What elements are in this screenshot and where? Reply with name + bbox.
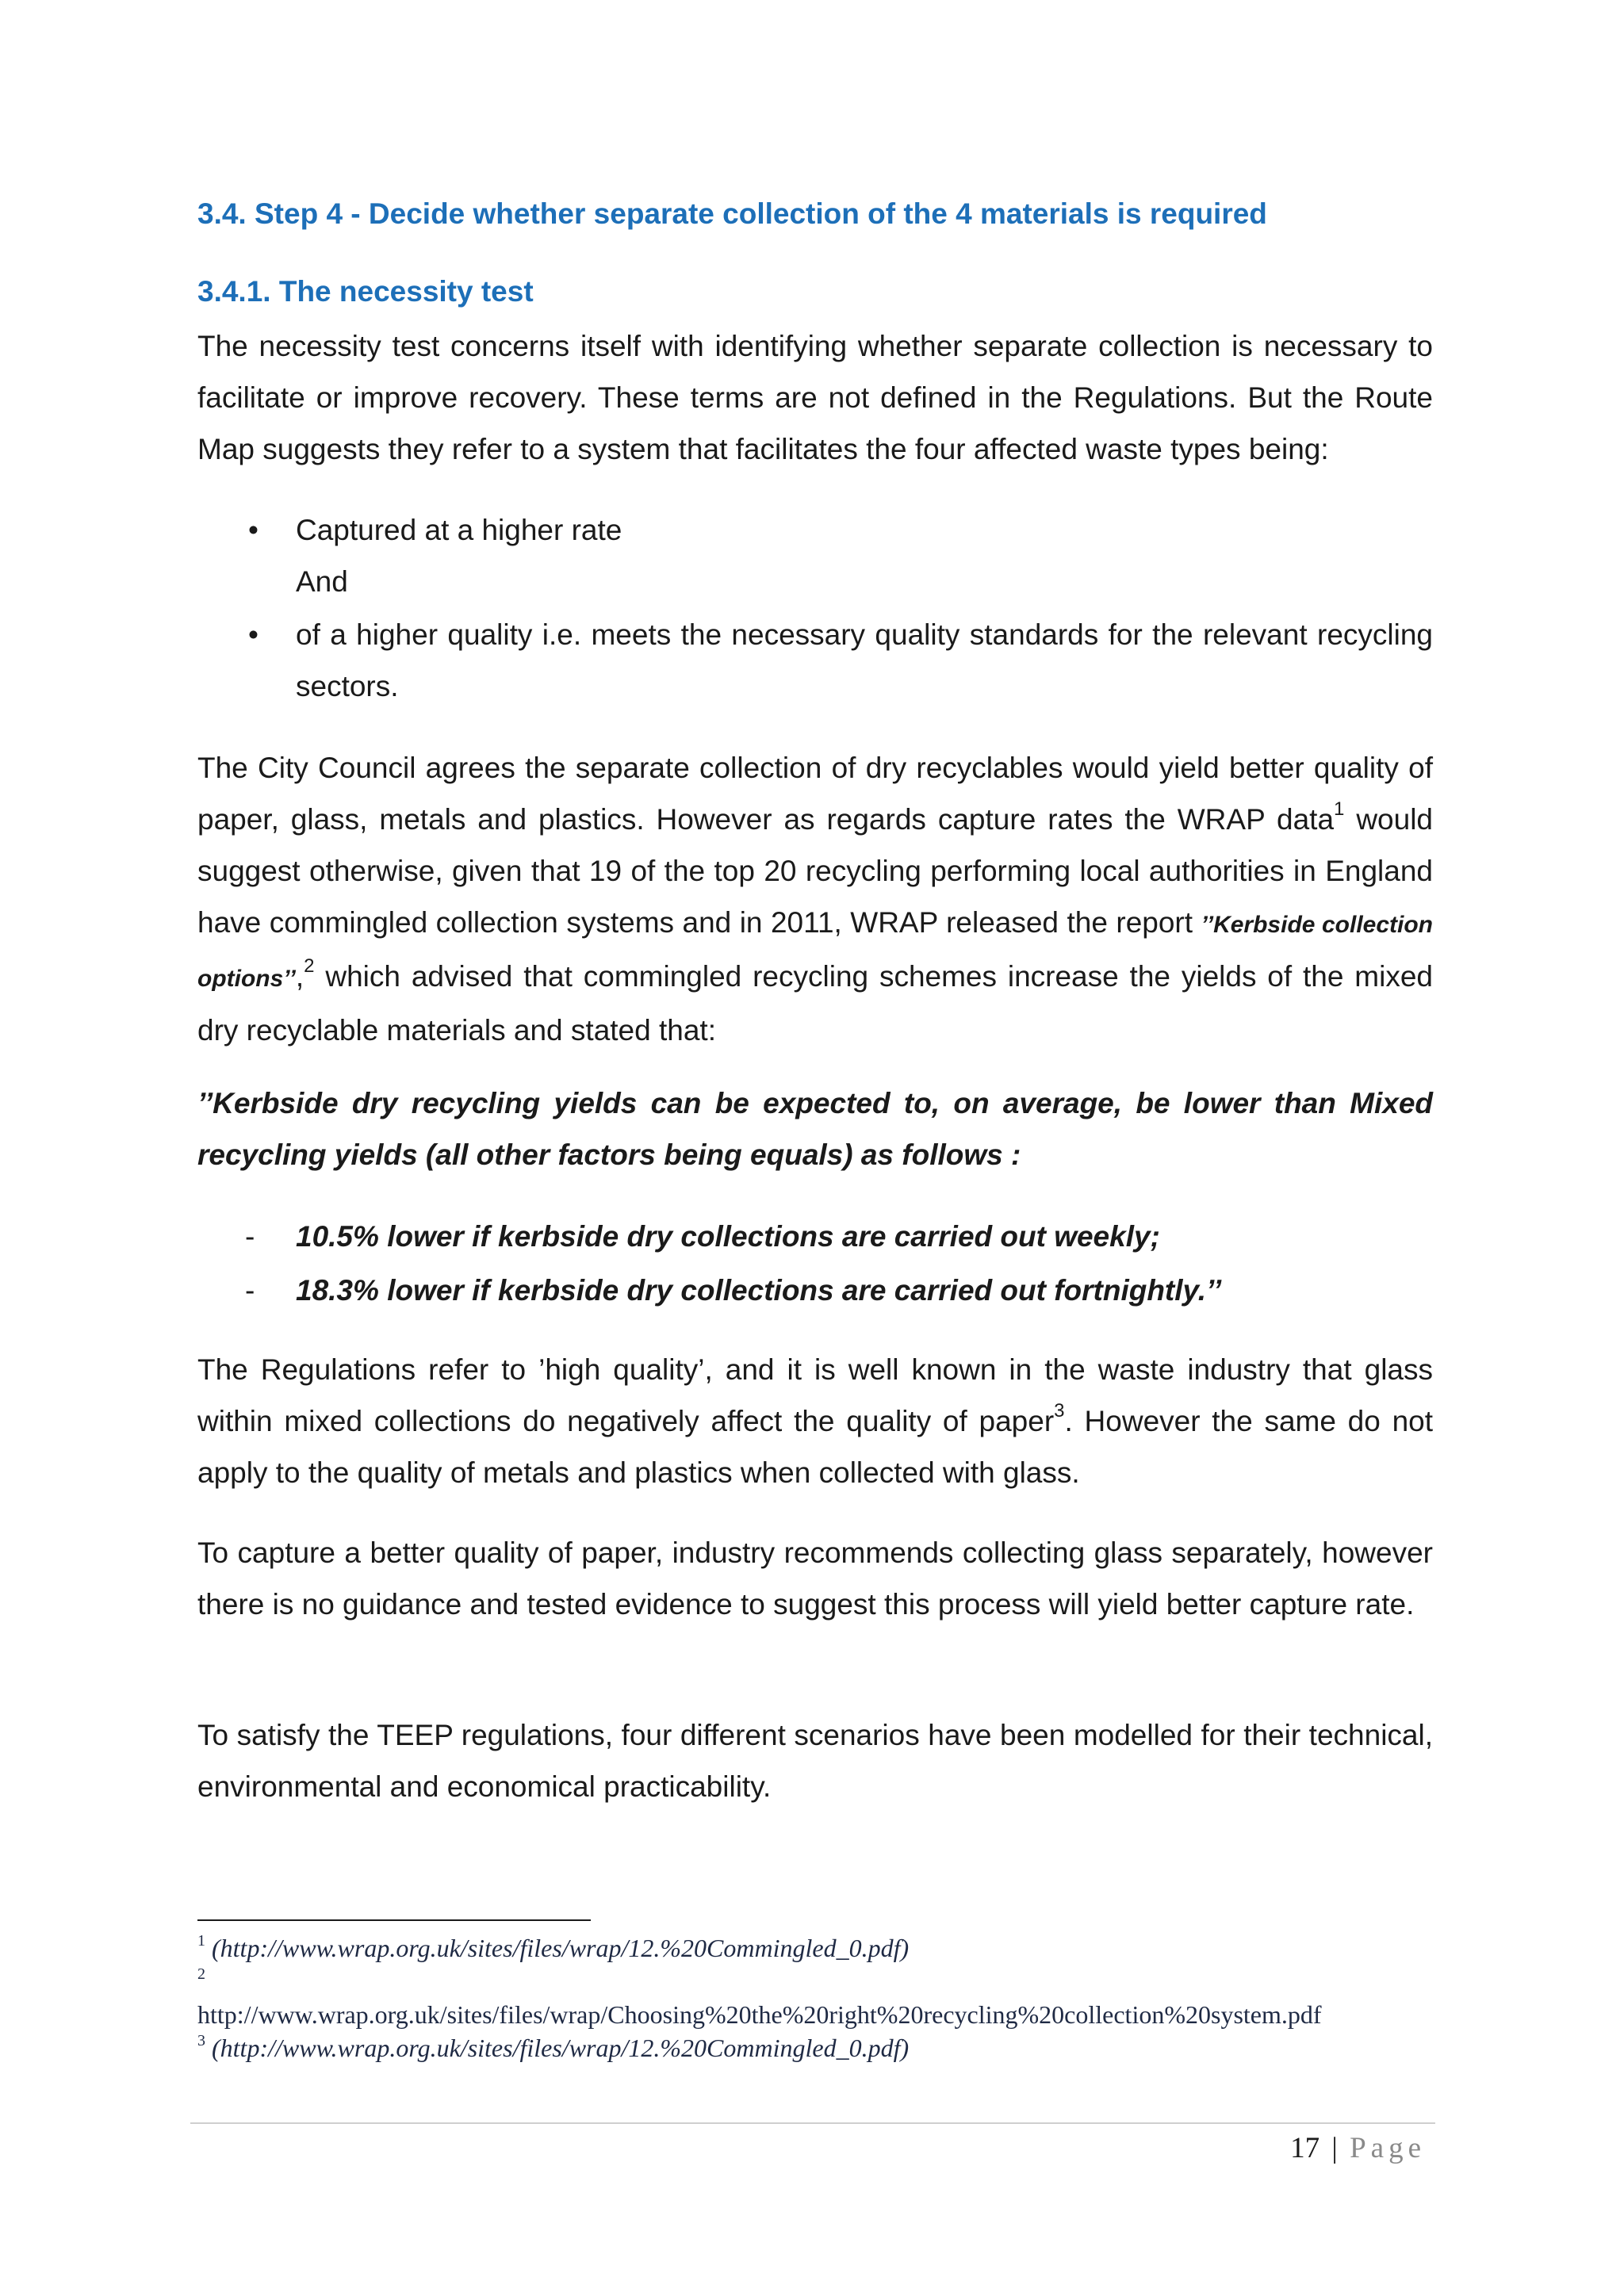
- footnote-ref-1[interactable]: 1: [1334, 798, 1345, 820]
- bullet-list: [197, 504, 1433, 712]
- footnote-link[interactable]: (http://www.wrap.org.uk/sites/files/wrap/12.%20Commingled_0.pdf): [212, 1934, 910, 1962]
- footnote-ref-3[interactable]: 3: [1054, 1400, 1065, 1422]
- footnote-number: 1: [197, 1932, 205, 1950]
- page-separator: |: [1331, 2132, 1338, 2164]
- bullet-marker: •: [248, 514, 259, 546]
- footnote-divider: [197, 1919, 591, 1921]
- bullet-marker: •: [248, 618, 259, 651]
- footnote-2: [197, 1965, 1433, 2031]
- paragraph-regulations-quality: [197, 1344, 1433, 1498]
- footer-divider: [190, 2122, 1435, 2124]
- dash-text: 10.5% lower if kerbside dry collections are carried out weekly;: [296, 1220, 1160, 1253]
- bullet-item: [197, 609, 1433, 712]
- page-footer: [1290, 2131, 1426, 2165]
- p4-text-b: . However the same do not apply to the quality of metals and plastics when collected with glass.: [197, 1405, 1434, 1489]
- dash-list: [197, 1210, 1433, 1318]
- footnote-number: 3: [197, 2032, 205, 2049]
- p2-text-d: which advised that commingled recycling schemes increase the yields of the mixed dry recyclable materials and stated that:: [197, 960, 1433, 1047]
- footnotes: [197, 1931, 1433, 2064]
- p4-text-a: The Regulations refer to ’high quality’, and it is well known in the waste industry that glass within mixed collections do negatively affect the quality of paper: [197, 1353, 1433, 1437]
- dash-text: 18.3% lower if kerbside dry collections are carried out fortnightly.’’: [296, 1274, 1222, 1307]
- bullet-connector: And: [296, 565, 348, 598]
- dash-item: [197, 1210, 1433, 1264]
- footnote-link[interactable]: (http://www.wrap.org.uk/sites/files/wrap/12.%20Commingled_0.pdf): [212, 2034, 910, 2062]
- dash-marker: -: [245, 1220, 255, 1253]
- subsection-heading: 3.4.1. The necessity test: [197, 275, 534, 308]
- bullet-text: Captured at a higher rate: [296, 514, 622, 546]
- dash-marker: -: [245, 1274, 255, 1307]
- quote-paragraph: ’’Kerbside dry recycling yields can be expected to, on average, be lower than Mixed recycling yields (all other factors being equals) as follows :: [197, 1087, 1433, 1171]
- page-number: 17: [1290, 2132, 1320, 2164]
- footnote-link[interactable]: http://www.wrap.org.uk/sites/files/wrap/Choosing%20the%20right%20recycling%20collection%20system.pdf: [197, 2000, 1322, 2029]
- paragraph-teep: To satisfy the TEEP regulations, four different scenarios have been modelled for their technical, environmental and economical practicability.: [197, 1719, 1433, 1803]
- p2-text-c: ,: [295, 960, 304, 993]
- p2-text-b: would suggest otherwise, given that 19 of the top 20 recycling performing local authorities in England have commingled collection systems and in 2011, WRAP released the report: [197, 803, 1433, 939]
- bullet-item: [197, 504, 1433, 607]
- footnote-ref-2[interactable]: 2: [304, 955, 315, 977]
- footnote-number: 2: [197, 1965, 205, 1983]
- paragraph-city-council: [197, 742, 1433, 1056]
- paragraph-capture-paper: To capture a better quality of paper, industry recommends collecting glass separately, however there is no guidance and tested evidence to suggest this process will yield better capture rate.: [197, 1536, 1433, 1621]
- report-title: ’’Kerbside collection options’’: [197, 912, 1433, 992]
- dash-item: [197, 1264, 1433, 1318]
- page-label: Page: [1350, 2132, 1426, 2164]
- footnote-1: [197, 1931, 1433, 1965]
- footnote-3: [197, 2031, 1433, 2064]
- bullet-text: of a higher quality i.e. meets the necessary quality standards for the relevant recycling sectors.: [296, 618, 1433, 702]
- section-heading: 3.4. Step 4 - Decide whether separate collection of the 4 materials is required: [197, 197, 1267, 230]
- paragraph-necessity-test: The necessity test concerns itself with identifying whether separate collection is necessary to facilitate or improve recovery. These terms are not defined in the Regulations. But the Route Map suggests they refer to a system that facilitates the four affected waste types being:: [197, 330, 1433, 465]
- p2-text-a: The City Council agrees the separate collection of dry recyclables would yield better quality of paper, glass, metals and plastics. However as regards capture rates the WRAP data: [197, 752, 1433, 836]
